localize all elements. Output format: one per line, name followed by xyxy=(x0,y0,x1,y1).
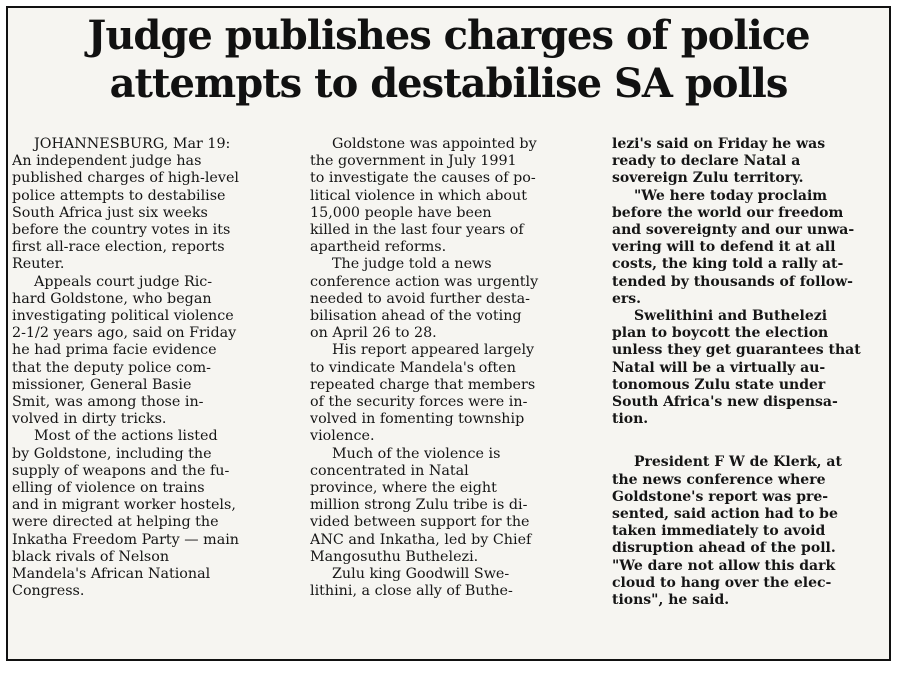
text-line: ready to declare Natal a xyxy=(612,153,801,170)
text-line: the news conference where xyxy=(612,471,826,488)
text-line: published charges of high-level xyxy=(12,170,239,187)
text-line: supply of weapons and the fu- xyxy=(12,462,230,479)
text-line: to investigate the causes of po- xyxy=(310,170,536,187)
text-line: and in migrant worker hostels, xyxy=(12,497,236,514)
text-line: bilisation ahead of the voting xyxy=(310,308,522,325)
text-line: South Africa just six weeks xyxy=(12,204,208,221)
text-line: 2-1/2 years ago, said on Friday xyxy=(12,325,237,342)
text-line: conference action was urgently xyxy=(310,273,539,290)
text-line: disruption ahead of the poll. xyxy=(612,540,836,557)
text-line: Zulu king Goodwill Swe- xyxy=(332,566,510,583)
text-line: Appeals court judge Ric- xyxy=(34,273,213,290)
article-body xyxy=(8,136,889,656)
paragraph xyxy=(12,428,297,600)
article-column-1 xyxy=(12,136,297,656)
text-line: "We dare not allow this dark xyxy=(612,557,836,574)
text-line: police attempts to destabilise xyxy=(12,187,226,204)
text-line: litical violence in which about xyxy=(310,187,527,204)
text-line: ers. xyxy=(612,290,642,307)
paragraph xyxy=(12,274,297,429)
text-line: Congress. xyxy=(12,583,85,600)
text-line: tions", he said. xyxy=(612,592,730,609)
text-line: President F W de Klerk, at xyxy=(634,454,842,471)
text-line: killed in the last four years of xyxy=(310,222,524,239)
text-line: before the world our freedom xyxy=(612,204,844,221)
text-line: violence. xyxy=(310,428,375,445)
text-line: 15,000 people have been xyxy=(310,204,492,221)
text-line: and sovereignty and our unwa- xyxy=(612,222,855,239)
headline-line-1: Judge publishes charges of police xyxy=(87,12,810,59)
headline xyxy=(8,12,889,108)
paragraph xyxy=(310,136,595,256)
text-line: sovereign Zulu territory. xyxy=(612,170,804,187)
text-line: plan to boycott the election xyxy=(612,325,829,342)
text-line: sented, said action had to be xyxy=(612,506,838,523)
text-line: Inkatha Freedom Party — main xyxy=(12,531,240,548)
text-line: Natal will be a virtually au- xyxy=(612,359,826,376)
text-line: An independent judge has xyxy=(12,153,202,170)
article-column-3 xyxy=(612,136,891,656)
article-column-2 xyxy=(310,136,595,656)
text-line: The judge told a news xyxy=(332,256,492,273)
text-line: elling of violence on trains xyxy=(12,480,205,497)
text-line: by Goldstone, including the xyxy=(12,445,212,462)
text-line: hard Goldstone, who began xyxy=(12,290,212,307)
text-line: he had prima facie evidence xyxy=(12,342,217,359)
text-line: concentrated in Natal xyxy=(310,462,469,479)
newspaper-clipping xyxy=(6,6,891,661)
headline-line-2: attempts to destabilise SA polls xyxy=(109,60,788,107)
text-line: tonomous Zulu state under xyxy=(612,376,826,393)
text-line: province, where the eight xyxy=(310,480,497,497)
text-line: missioner, General Basie xyxy=(12,376,192,393)
paragraph xyxy=(612,454,891,609)
text-line: Goldstone was appointed by xyxy=(332,136,537,152)
text-line: vided between support for the xyxy=(310,514,530,531)
text-line: Reuter. xyxy=(12,256,65,273)
paragraph xyxy=(612,136,891,188)
text-line: vering will to defend it at all xyxy=(612,239,836,256)
text-line: tended by thousands of follow- xyxy=(612,273,853,290)
paragraph xyxy=(310,446,595,566)
text-line: investigating political violence xyxy=(12,308,234,325)
text-line: black rivals of Nelson xyxy=(12,548,170,565)
text-line: costs, the king told a rally at- xyxy=(612,256,844,273)
text-line: to vindicate Mandela's often xyxy=(310,359,516,376)
text-line: million strong Zulu tribe is di- xyxy=(310,497,528,514)
text-line: Much of the violence is xyxy=(332,445,501,462)
text-line: Smit, was among those in- xyxy=(12,394,204,411)
text-line: "We here today proclaim xyxy=(634,187,828,204)
text-line: before the country votes in its xyxy=(12,222,231,239)
text-line: His report appeared largely xyxy=(332,342,535,359)
text-line: on April 26 to 28. xyxy=(310,325,437,342)
text-line: South Africa's new dispensa- xyxy=(612,394,838,411)
text-line: lezi's said on Friday he was xyxy=(612,136,826,152)
text-line: tion. xyxy=(612,411,649,428)
text-line: the government in July 1991 xyxy=(310,153,517,170)
text-line: first all-race election, reports xyxy=(12,239,225,256)
text-line: Mandela's African National xyxy=(12,566,211,583)
text-line: repeated charge that members xyxy=(310,376,536,393)
paragraph xyxy=(310,566,595,600)
paragraph xyxy=(310,342,595,445)
paragraph xyxy=(310,256,595,342)
paragraph xyxy=(612,308,891,428)
paragraph xyxy=(612,188,891,308)
text-line: Most of the actions listed xyxy=(34,428,218,445)
text-line: lithini, a close ally of Buthe- xyxy=(310,583,513,600)
text-line: needed to avoid further desta- xyxy=(310,290,530,307)
text-line: that the deputy police com- xyxy=(12,359,211,376)
paragraph xyxy=(12,136,297,274)
text-line: ANC and Inkatha, led by Chief xyxy=(310,531,532,548)
text-line: of the security forces were in- xyxy=(310,394,528,411)
text-line: apartheid reforms. xyxy=(310,239,447,256)
text-line: volved in dirty tricks. xyxy=(12,411,167,428)
text-line: Mangosuthu Buthelezi. xyxy=(310,548,479,565)
text-line: Swelithini and Buthelezi xyxy=(634,308,828,325)
column-gap xyxy=(612,428,891,454)
text-line: cloud to hang over the elec- xyxy=(612,574,832,591)
text-line: JOHANNESBURG, Mar 19: xyxy=(34,136,231,152)
text-line: unless they get guarantees that xyxy=(612,342,861,359)
text-line: Goldstone's report was pre- xyxy=(612,488,829,505)
text-line: taken immediately to avoid xyxy=(612,523,826,540)
text-line: volved in fomenting township xyxy=(310,411,525,428)
text-line: were directed at helping the xyxy=(12,514,219,531)
